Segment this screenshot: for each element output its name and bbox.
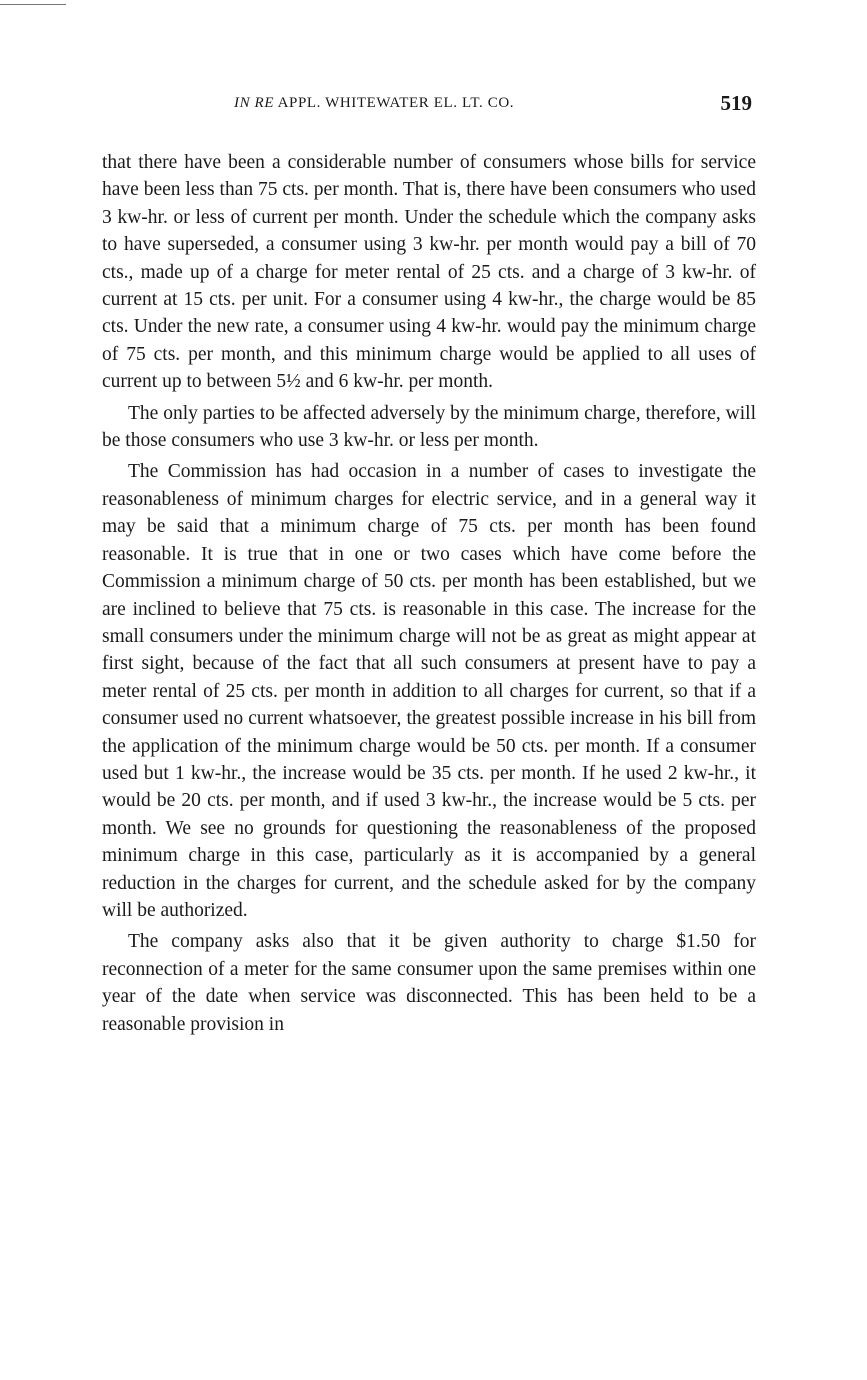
paragraph-reconnection: The company asks also that it be given authority to charge $1.50 for reconnection of a meter for the same consumer upon the same premises within one year of the date when service was disconnected. This has been held to be a reasonable provision in (102, 931, 756, 1035)
paragraph-minimum-charge: The Commission has had occasion in a number of cases to investigate the reasonableness of minimum charges for electric service, and in a general way it may be said that a minimum charge of 75 cts. per month has been found reasonable. It is true that in one or two cases which have come before the Commission a minimum charge of 50 cts. per month has been established, but we are inclined to believe that 75 cts. is reasonable in this case. The increase for the small consumers under the minimum charge will not be as great as might appear at first sight, because of the fact that all such consumers at present have to pay a meter rental of 25 cts. per month in addition to all charges for current, so that if a consumer used no current whatsoever, the greatest possible increase in his bill from the application of the minimum charge would be 50 cts. per month. If a consumer used but 1 kw-hr., the increase would be 35 cts. per month. If he used 2 kw-hr., it would be 20 cts. per month, and if used 3 kw-hr., the increase would be 5 cts. per month. We see no grounds for questioning the reasonableness of the proposed minimum charge in this case, particularly as it is accompanied by a general reduction in the charges for current, and the schedule asked for by the company will be authorized. (102, 461, 756, 921)
scan-edge-rule (0, 4, 66, 5)
case-title-main: APPL. WHITEWATER EL. LT. CO. (274, 95, 515, 111)
page-number: 519 (720, 91, 752, 115)
paragraph-continued: that there have been a considerable number of consumers whose bills for service have been less than 75 cts. per month. That is, there have been consumers who used 3 kw-hr. or less of current per month. Under the schedule which the company asks to have superseded, a consumer using 3 kw-hr. per month would pay a bill of 70 cts., made up of a charge for meter rental of 25 cts. and a charge of 3 kw-hr. of current at 15 cts. per unit. For a consumer using 4 kw-hr., the charge would be 85 cts. Under the new rate, a consumer using 4 kw-hr. would pay the minimum charge of 75 cts. per month, and this minimum charge would be applied to all uses of current up to between 5½ and 6 kw-hr. per month. (102, 152, 756, 393)
running-header (102, 91, 752, 120)
paragraph-affected-parties: The only parties to be affected adversely by the minimum charge, therefore, will be those consumers who use 3 kw-hr. or less per month. (102, 402, 756, 452)
case-title-prefix: IN RE (234, 95, 275, 111)
case-title (234, 95, 514, 112)
body-text (102, 149, 756, 1042)
